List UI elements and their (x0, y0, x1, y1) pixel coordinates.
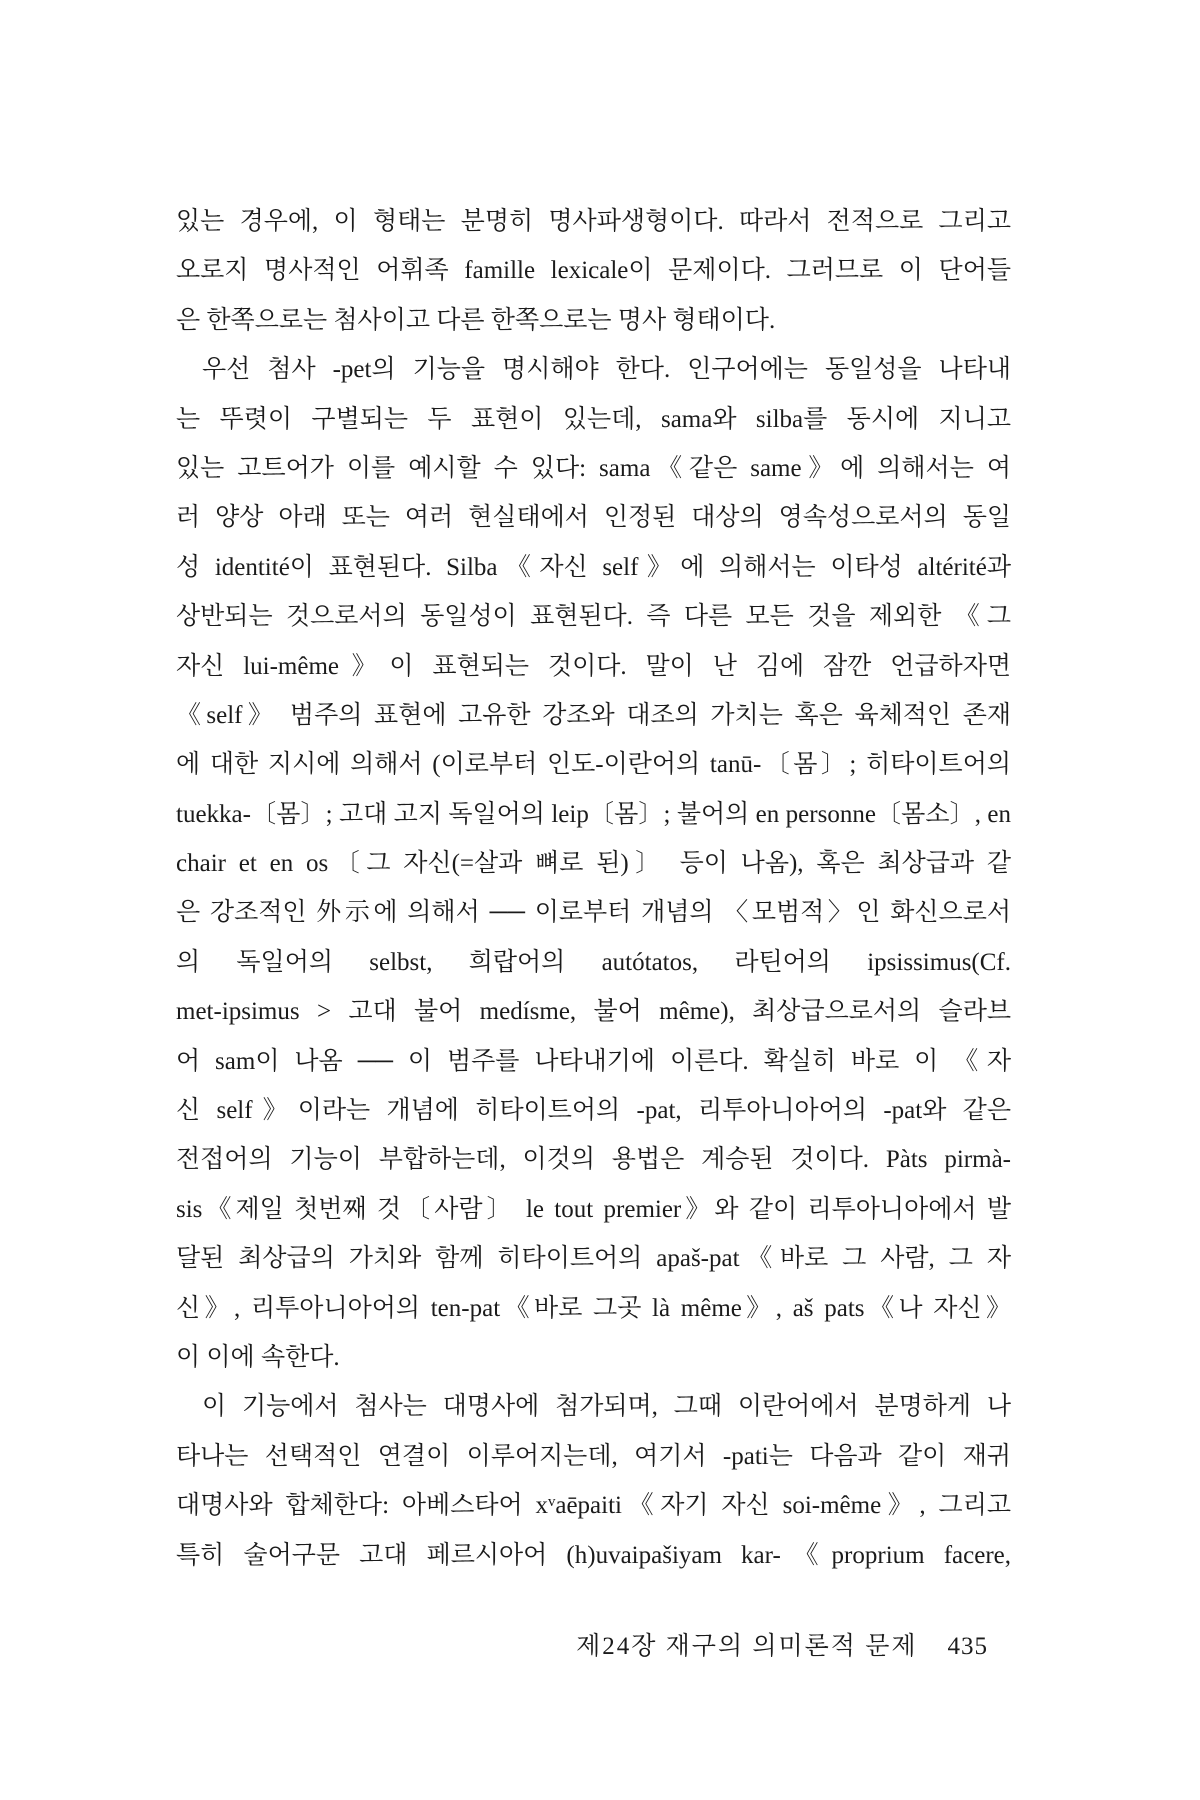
paragraph (176, 1382, 1011, 1580)
text-line: 전접어의 기능이 부합하는데, 이것의 용법은 계승된 것이다. Pàts pirmà- (176, 1146, 1011, 1174)
running-title: 제24장 재구의 의미론적 문제 (576, 1633, 918, 1660)
text-line: 의 독일어의 selbst, 희랍어의 autótatos, 라틴어의 ipsissimus(Cf. (176, 948, 1011, 976)
text-line: 우선 첨사 -pet의 기능을 명시해야 한다. 인구어에는 동일성을 나타내 (202, 356, 1011, 384)
text-line: 은 한쪽으로는 첨사이고 다른 한쪽으로는 명사 형태이다. (176, 306, 776, 334)
text-line: 자신 lui-même》이 표현되는 것이다. 말이 난 김에 잠깐 언급하자면 (176, 652, 1011, 680)
text-line: 달된 최상급의 가치와 함께 히타이트어의 apaš-pat《바로 그 사람, 그 자 (176, 1245, 1011, 1273)
text-line: 에 대한 지시에 의해서 (이로부터 인도-이란어의 tanū-〔몸〕; 히타이트어의 (176, 751, 1011, 779)
text-line: sis《제일 첫번째 것〔사람〕 le tout premier》와 같이 리투아니아에서 발 (176, 1195, 1011, 1223)
text-line: 있는 경우에, 이 형태는 분명히 명사파생형이다. 따라서 전적으로 그리고 (176, 208, 1011, 235)
text-line: tuekka-〔몸〕; 고대 고지 독일어의 leip〔몸〕; 불어의 en personne〔몸소〕, en (176, 800, 1011, 828)
text-line: 타나는 선택적인 연결이 이루어지는데, 여기서 -pati는 다음과 같이 재귀 (176, 1442, 1011, 1470)
page-number: 435 (947, 1633, 988, 1660)
text-line: 신 self》이라는 개념에 히타이트어의 -pat, 리투아니아어의 -pat와 같은 (176, 1097, 1011, 1125)
text-line: 오로지 명사적인 어휘족 famille lexicale이 문제이다. 그러므로 이 단어들 (176, 257, 1011, 285)
text-line: met-ipsimus > 고대 불어 medísme, 불어 même), 최상급으로서의 슬라브 (176, 998, 1011, 1026)
text-line: 있는 고트어가 이를 예시할 수 있다: sama《같은 same》에 의해서는 여 (176, 454, 1011, 482)
text-line: 러 양상 아래 또는 여러 현실태에서 인정된 대상의 영속성으로서의 동일 (176, 504, 1011, 532)
paragraph (176, 345, 1011, 1382)
body-text (176, 197, 1011, 1580)
text-line: chair et en os〔그 자신(=살과 뼈로 된)〕 등이 나옴), 혹은 최상급과 같 (176, 850, 1011, 878)
text-line: 《self》 범주의 표현에 고유한 강조와 대조의 가치는 혹은 육체적인 존재 (176, 701, 1011, 729)
text-line: 성 identité이 표현된다. Silba《자신 self》에 의해서는 이타성 altérité과 (176, 553, 1011, 581)
text-line: 어 sam이 나옴 ── 이 범주를 나타내기에 이른다. 확실히 바로 이 《자 (176, 1047, 1011, 1075)
text-line: 이 기능에서 첨사는 대명사에 첨가되며, 그때 이란어에서 분명하게 나 (202, 1393, 1011, 1421)
text-line: 대명사와 합체한다: 아베스타어 xᵛaēpaiti《자기 자신 soi-même》, 그리고 (176, 1492, 1011, 1520)
text-line: 상반되는 것으로서의 동일성이 표현된다. 즉 다른 모든 것을 제외한 《그 (176, 603, 1011, 631)
text-line: 특히 술어구문 고대 페르시아어 (h)uvaipašiyam kar-《proprium facere, (176, 1541, 1011, 1569)
text-line: 은 강조적인 外示에 의해서 ── 이로부터 개념의 〈모범적〉인 화신으로서 (176, 899, 1011, 927)
page-footer (576, 1625, 988, 1669)
text-line: 이 이에 속한다. (176, 1343, 340, 1371)
text-line: 신》, 리투아니아어의 ten-pat《바로 그곳 là même》, aš pats《나 자신》 (176, 1294, 1011, 1322)
text-line: 는 뚜렷이 구별되는 두 표현이 있는데, sama와 silba를 동시에 지니고 (176, 405, 1011, 433)
paragraph (176, 197, 1011, 345)
